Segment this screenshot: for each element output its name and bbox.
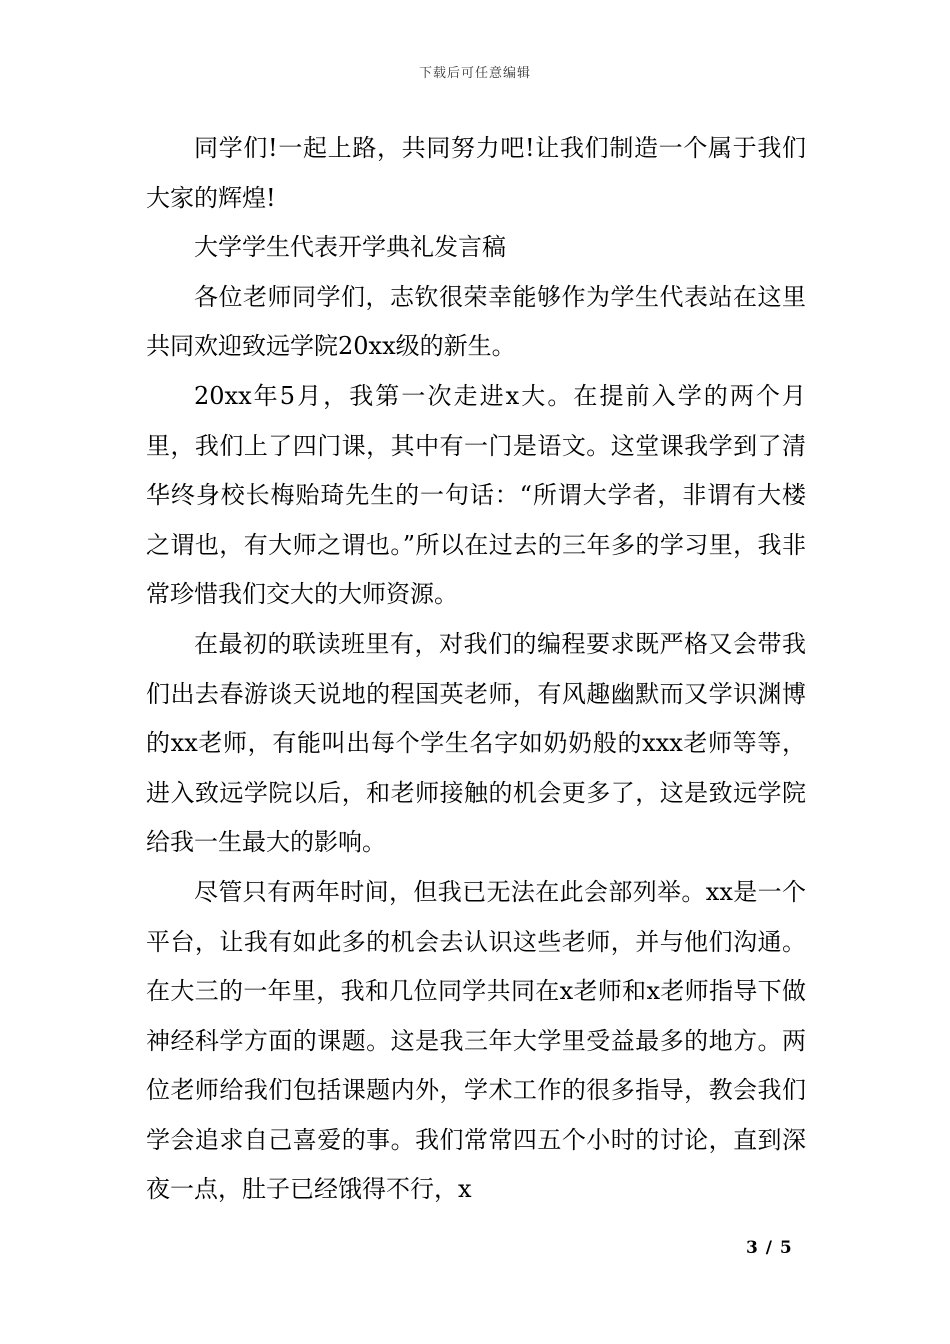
document-body [146, 124, 806, 1215]
section-title: 大学学生代表开学典礼发言稿 [194, 233, 506, 262]
page-header: 下载后可任意编辑 [418, 66, 531, 81]
paragraph-research: 尽管只有两年时间，但我已无法在此会部列举。xx是一个平台，让我有如此多的机会去认识这些老师，并与他们沟通。在大三的一年里，我和几位同学共同在x老师和x老师指导下做神经科学方面的课题。这是我三年大学里受益最多的地方。两位老师给我们包括课题内外，学术工作的很多指导，教会我们学会追求自己喜爱的事。我们常常四五个小时的讨论，直到深夜一点，肚子已经饿得不行，x [146, 877, 806, 1204]
paragraph-first-visit: 20xx年5月，我第一次走进x大。在提前入学的两个月里，我们上了四门课，其中有一门是语文。这堂课我学到了清华终身校长梅贻琦先生的一句话：“所谓大学者，非谓有大楼之谓也，有大师之谓也。”所以在过去的三年多的学习里，我非常珍惜我们交大的大师资源。 [146, 381, 806, 609]
paragraph-greeting: 各位老师同学们，志钦很荣幸能够作为学生代表站在这里共同欢迎致远学院20xx级的新生。 [146, 282, 806, 361]
paragraph-teachers: 在最初的联读班里有，对我们的编程要求既严格又会带我们出去春游谈天说地的程国英老师，有风趣幽默而又学识渊博的xx老师，有能叫出每个学生名字如奶奶般的xxx老师等等，进入致远学院以后，和老师接触的机会更多了，这是致远学院给我一生最大的影响。 [146, 629, 806, 857]
paragraph-closing: 同学们!一起上路，共同努力吧!让我们制造一个属于我们大家的辉煌! [146, 134, 806, 212]
page-number: 3 / 5 [746, 1238, 793, 1258]
